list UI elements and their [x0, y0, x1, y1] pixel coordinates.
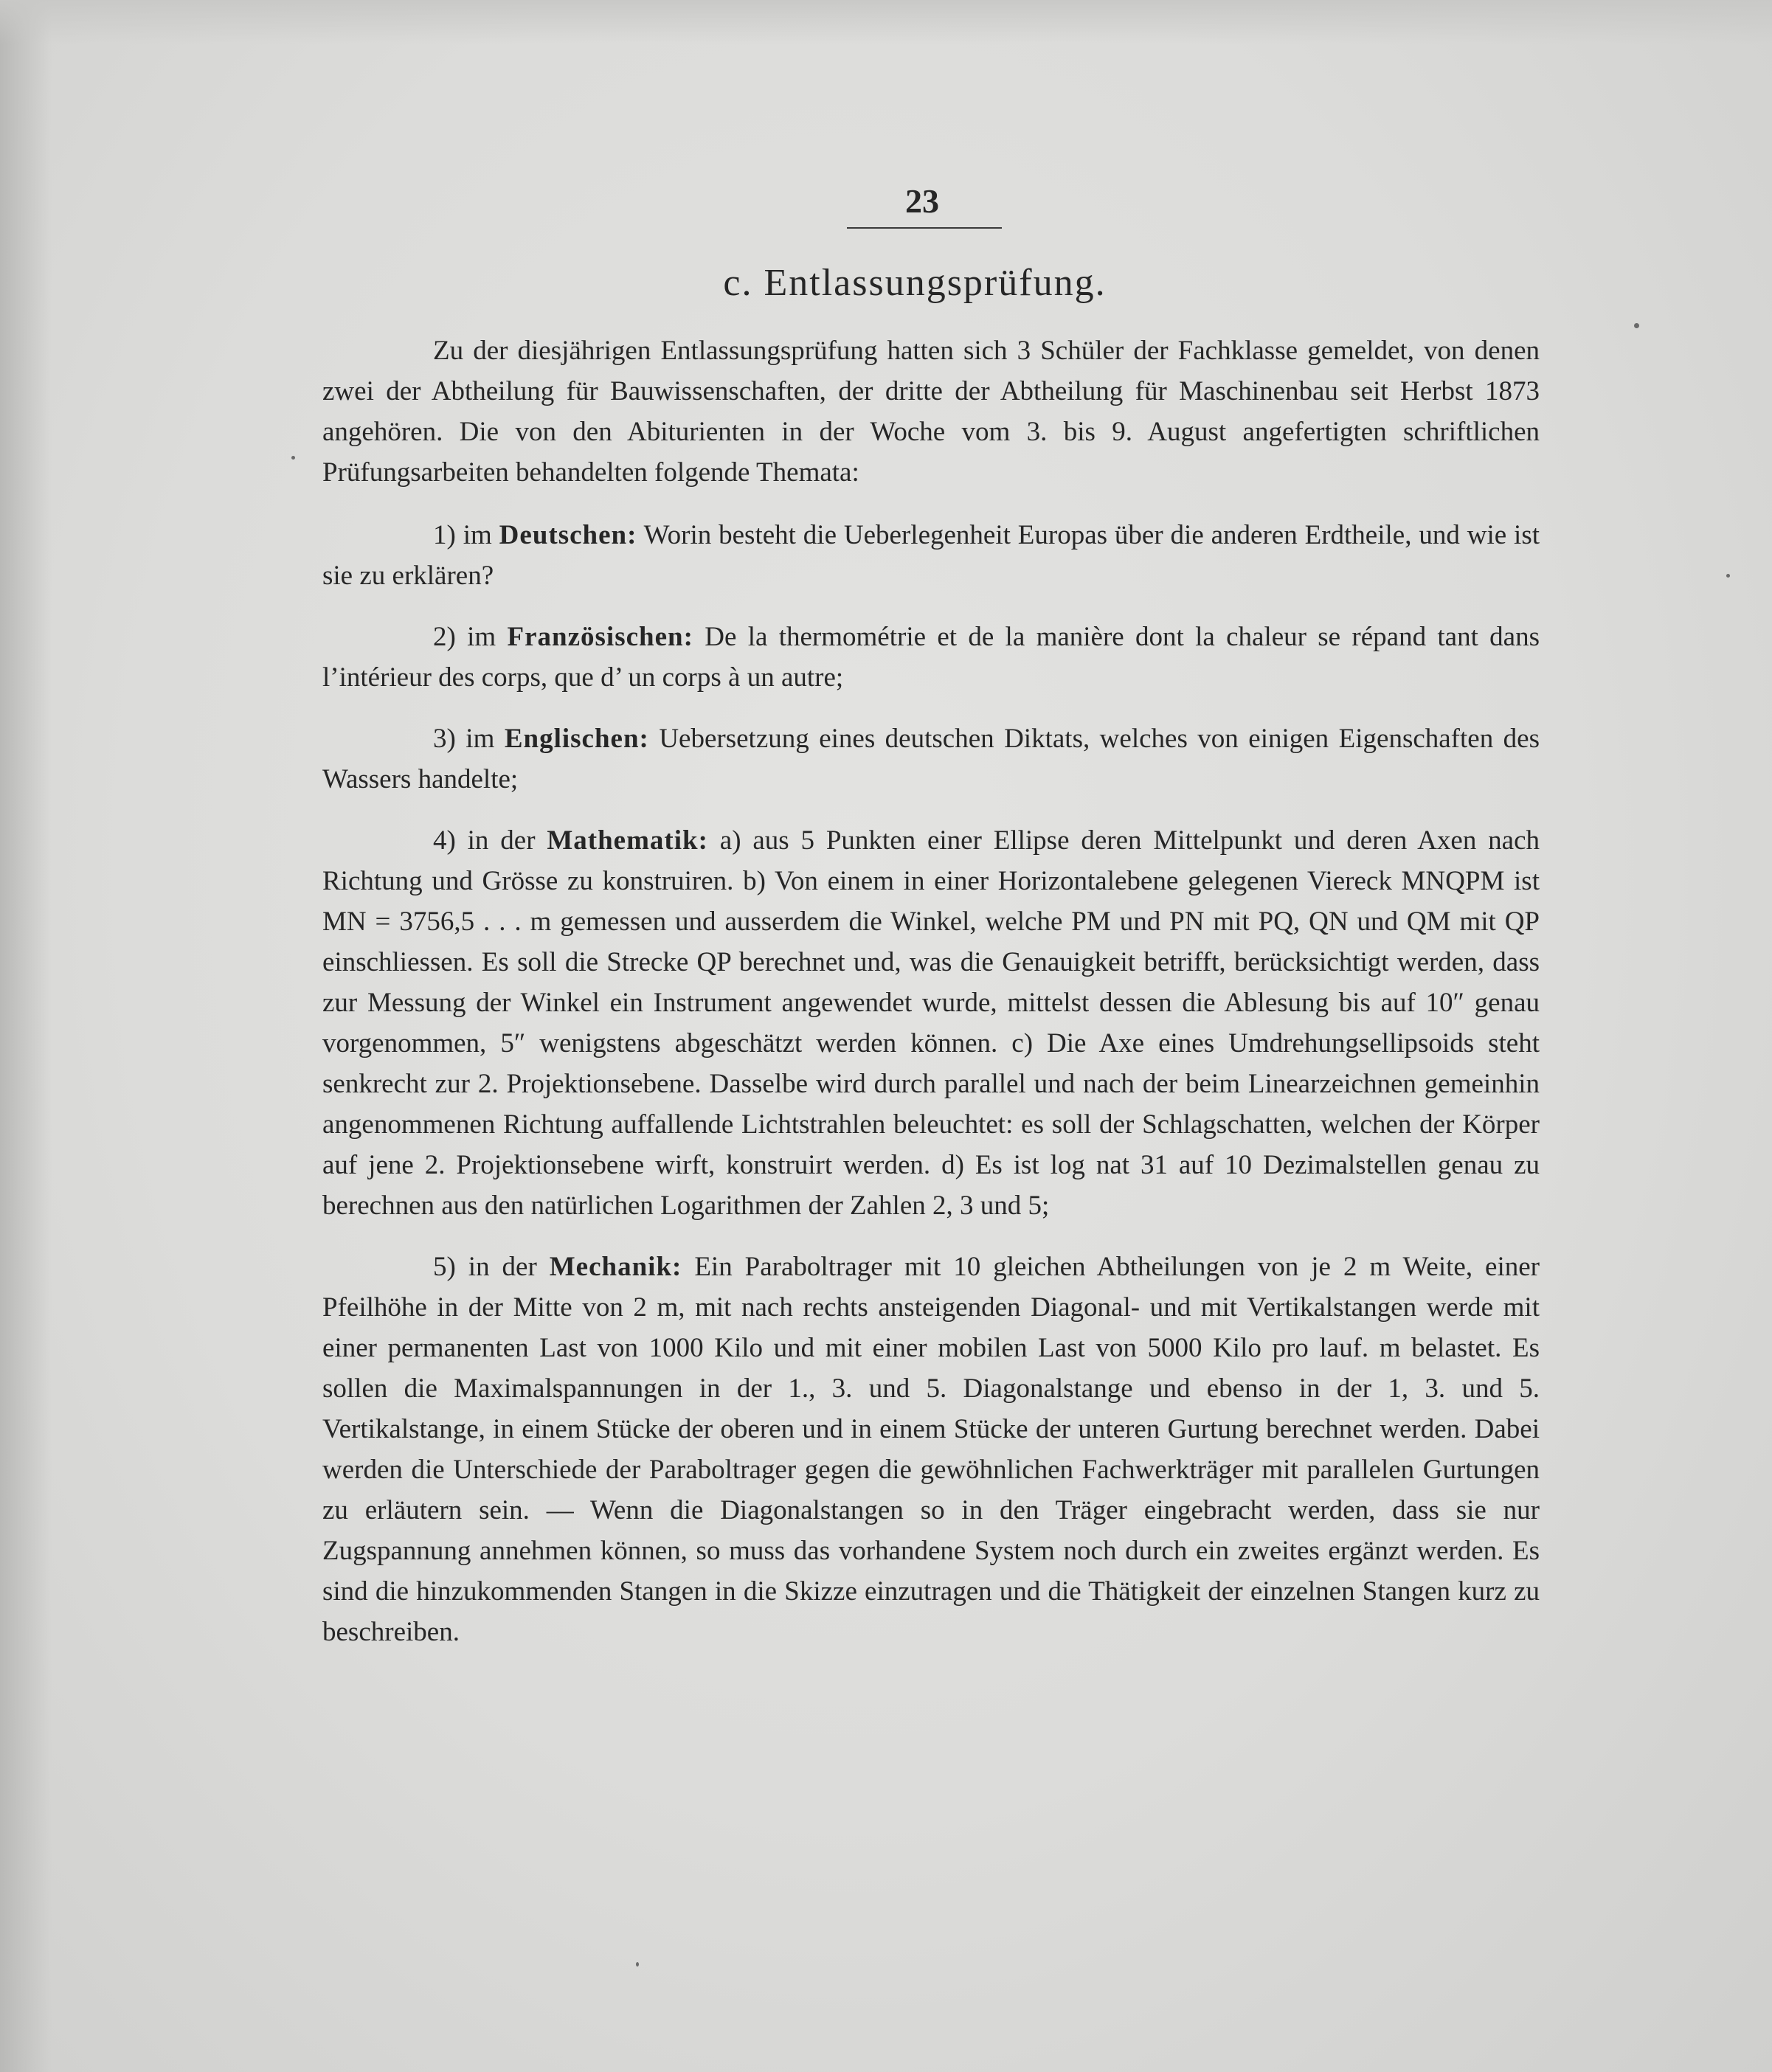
- exam-item-mechanics: [322, 1247, 1540, 1652]
- item-text: a) aus 5 Punkten einer Ellipse deren Mittelpunkt und deren Axen nach Richtung und Grösse zu konstruiren. b) Von einem in einer Horizontalebene gelegenen Viereck MNQPM ist MN = 3756,5 . . . m gemessen und ausserdem die Winkel, welche PM und PN mit PQ, QN und QM mit QP einschliessen. Es soll die Strecke QP berechnet und, was die Genauigkeit betrifft, berücksichtigt werden, dass zur Messung der Winkel ein Instrument angewendet wurde, mittelst dessen die Ablesung bis auf 10″ genau vorgenommen, 5″ wenigstens abgeschätzt werden können. c) Die Axe eines Umdrehungsellipsoids steht senkrecht zur 2. Projektionsebene. Dasselbe wird durch parallel und nach der beim Linearzeichnen gemeinhin angenommenen Richtung auffallende Lichtstrahlen beleuchtet: es soll der Schlagschatten, welchen der Körper auf jene 2. Projektionsebene wirft, konstruirt werden. d) Es ist log nat 31 auf 10 Dezimalstellen genau zu berechnen aus den natürlichen Logarithmen der Zahlen 2, 3 und 5;: [322, 825, 1540, 1221]
- item-prefix: 5) in der: [433, 1252, 537, 1282]
- item-text: Worin besteht die Ueberlegenheit Europas über die anderen Erdtheile, und wie ist sie zu erklären?: [322, 520, 1540, 591]
- paper-speck: [291, 456, 295, 460]
- page-top-shadow: [0, 0, 1772, 44]
- item-text: De la thermométrie et de la manière dont la chaleur se répand tant dans l’intérieur des corps, que d’ un corps à un autre;: [322, 622, 1540, 693]
- item-subject: Deutschen:: [499, 520, 637, 550]
- item-subject: Französischen:: [507, 622, 693, 652]
- page-number-rule: [847, 227, 1002, 229]
- item-prefix: 2) im: [433, 622, 496, 652]
- item-subject: Mechanik:: [549, 1252, 682, 1282]
- exam-item-german: [322, 515, 1540, 596]
- item-prefix: 4) in der: [433, 825, 536, 856]
- paper-speck: [636, 1962, 639, 1967]
- section-title: c. Entlassungsprüfung.: [723, 262, 1107, 304]
- exam-item-english: [322, 718, 1540, 800]
- paper-speck: [1634, 323, 1639, 328]
- page-number: 23: [905, 182, 939, 220]
- page-gutter-shadow: [0, 0, 52, 2072]
- exam-item-mathematics: [322, 820, 1540, 1226]
- item-prefix: 1) im: [433, 520, 492, 550]
- item-subject: Englischen:: [504, 724, 649, 754]
- item-text: Ein Paraboltrager mit 10 gleichen Abtheilungen von je 2 m Weite, einer Pfeilhöhe in der Mitte von 2 m, mit nach rechts ansteigenden Diagonal- und mit Vertikalstangen werde mit einer permanenten Last von 1000 Kilo und mit einer mobilen Last von 5000 Kilo pro lauf. m belastet. Es sollen die Maximalspannungen in der 1., 3. und 5. Diagonalstange und ebenso in der 1, 3. und 5. Vertikalstange, in einem Stücke der oberen und in einem Stücke der unteren Gurtung berechnet werden. Dabei werden die Unterschiede der Paraboltrager gegen die gewöhnlichen Fachwerkträger mit parallelen Gurtungen zu erläutern sein. — Wenn die Diagonalstangen so in den Träger eingebracht werden, dass sie nur Zugspannung annehmen können, so muss das vorhandene System noch durch ein zweites ergänzt werden. Es sind die hinzukommenden Stangen in die Skizze einzutragen und die Thätigkeit der einzelnen Stangen kurz zu beschreiben.: [322, 1252, 1540, 1647]
- item-text: Uebersetzung eines deutschen Diktats, welches von einigen Eigenschaften des Wassers handelte;: [322, 724, 1540, 794]
- paper-speck: [1726, 574, 1730, 578]
- item-prefix: 3) im: [433, 724, 495, 754]
- exam-item-french: [322, 617, 1540, 698]
- item-subject: Mathematik:: [547, 825, 708, 856]
- intro-paragraph: Zu der diesjährigen Entlassungsprüfung hatten sich 3 Schüler der Fachklasse gemeldet, von denen zwei der Abtheilung für Bauwissenschaften, der dritte der Abtheilung für Maschinenbau seit Herbst 1873 angehören. Die von den Abiturienten in der Woche vom 3. bis 9. August angefertigten schriftlichen Prüfungsarbeiten behandelten folgende Themata:: [322, 336, 1540, 488]
- body-text: [322, 330, 1540, 1673]
